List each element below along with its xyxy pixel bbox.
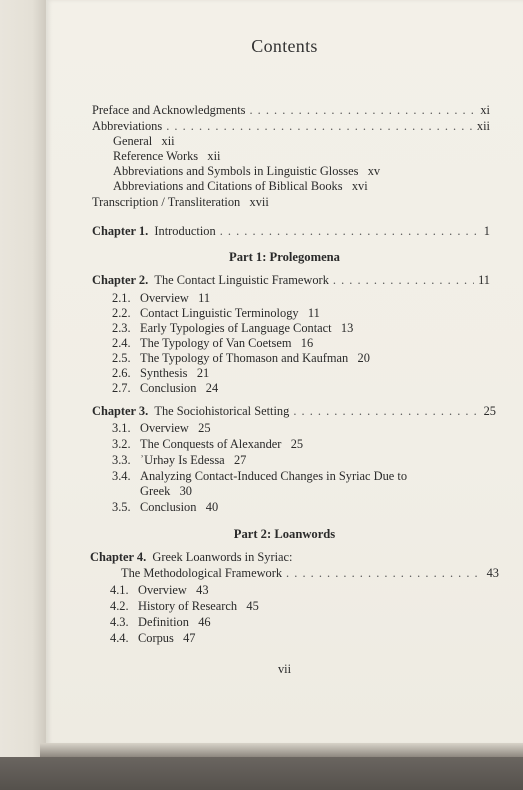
toc-label: The Conquests of Alexander [140, 437, 282, 451]
toc-page: 13 [340, 321, 354, 335]
toc-page: 25 [290, 437, 304, 451]
toc-label: The Methodological Framework [121, 566, 283, 580]
toc-entry-transcription [92, 195, 269, 210]
section-number: 2.6. [112, 366, 131, 380]
toc-section [112, 469, 407, 484]
toc-section [110, 583, 209, 598]
toc-entry-abbreviations [92, 119, 490, 134]
page-bottom-edge [40, 743, 523, 757]
toc-page: xvii [249, 195, 269, 209]
toc-page: 11 [307, 306, 320, 320]
toc-label: Greek Loanwords in Syriac: [152, 550, 293, 564]
chapter-number: Chapter 1. [92, 224, 149, 238]
toc-page: 1 [483, 224, 490, 238]
toc-subentry [113, 149, 221, 164]
toc-label: The Typology of Thomason and Kaufman [140, 351, 349, 365]
toc-page: 40 [205, 500, 219, 514]
toc-section [112, 366, 209, 381]
toc-section [110, 599, 259, 614]
toc-label: Analyzing Contact-Induced Changes in Syriac Due to [140, 469, 408, 483]
toc-label: Abbreviations and Symbols in Linguistic Glosses [113, 164, 359, 178]
toc-label: Introduction [154, 224, 216, 238]
toc-section [110, 631, 196, 646]
toc-subentry [113, 179, 368, 194]
toc-page: 47 [183, 631, 196, 645]
facing-page-edge [0, 0, 46, 790]
leader-dots [166, 119, 473, 134]
toc-chapter-4 [90, 550, 292, 565]
toc-label: The Typology of Van Coetsem [140, 336, 292, 350]
toc-label: Overview [140, 421, 189, 435]
section-number: 2.2. [112, 306, 131, 320]
section-number: 4.1. [110, 583, 129, 597]
toc-section [112, 421, 211, 436]
toc-section [112, 453, 246, 468]
toc-label: Abbreviations and Citations of Biblical Books [113, 179, 343, 193]
toc-section [112, 321, 353, 336]
toc-page: 27 [233, 453, 247, 467]
toc-page: 25 [198, 421, 211, 435]
toc-label: The Contact Linguistic Framework [154, 273, 329, 287]
toc-page: 21 [196, 366, 210, 380]
leader-dots [333, 273, 474, 288]
toc-label: History of Research [138, 599, 238, 613]
section-number: 3.3. [112, 453, 131, 467]
toc-subentry [113, 134, 175, 149]
toc-page: 25 [483, 404, 496, 418]
toc-label: Early Typologies of Language Contact [140, 321, 332, 335]
toc-page: xii [476, 119, 490, 133]
toc-label: General [113, 134, 153, 148]
toc-page: 24 [205, 381, 219, 395]
section-number: 3.4. [112, 469, 131, 483]
toc-page: 20 [357, 351, 370, 365]
toc-page: xvi [351, 179, 368, 193]
toc-section [110, 615, 211, 630]
section-number: 3.2. [112, 437, 131, 451]
toc-label: Contact Linguistic Terminology [140, 306, 299, 320]
toc-label: Conclusion [140, 381, 197, 395]
toc-label: The Sociohistorical Setting [154, 404, 290, 418]
toc-label: Conclusion [140, 500, 197, 514]
toc-label: Corpus [138, 631, 174, 645]
toc-section [112, 336, 313, 351]
section-number: 3.1. [112, 421, 131, 435]
section-number: 4.2. [110, 599, 129, 613]
toc-page: 45 [246, 599, 259, 613]
leader-dots [249, 103, 476, 118]
toc-chapter-2 [92, 273, 490, 288]
toc-section [112, 500, 218, 515]
toc-section-continued [140, 484, 192, 499]
table-surface [0, 757, 523, 790]
leader-dots [293, 404, 479, 419]
section-number: 2.5. [112, 351, 131, 365]
toc-page: 11 [198, 291, 211, 305]
section-number: 2.7. [112, 381, 131, 395]
toc-page: xv [367, 164, 381, 178]
toc-label: Transcription / Transliteration [92, 195, 241, 209]
toc-chapter-3 [92, 404, 496, 419]
toc-label: Preface and Acknowledgments [92, 103, 246, 117]
toc-label: Abbreviations [92, 119, 163, 133]
leader-dots [220, 224, 480, 239]
part-heading-1: Part 1: Prolegomena [229, 250, 340, 264]
section-number: 2.4. [112, 336, 131, 350]
toc-section [112, 351, 370, 366]
toc-page: 30 [179, 484, 192, 498]
section-number: 3.5. [112, 500, 131, 514]
toc-section [112, 381, 218, 396]
toc-page: 46 [198, 615, 211, 629]
toc-label: Overview [140, 291, 189, 305]
toc-page: 16 [300, 336, 314, 350]
toc-chapter-4-continued [121, 566, 499, 581]
toc-label: Definition [138, 615, 189, 629]
toc-subentry [113, 164, 380, 179]
toc-page: 43 [486, 566, 499, 580]
toc-chapter-1 [92, 224, 490, 239]
toc-page: xii [161, 134, 175, 148]
toc-section [112, 306, 320, 321]
section-number: 2.1. [112, 291, 131, 305]
toc-page: 43 [196, 583, 209, 597]
section-number: 2.3. [112, 321, 131, 335]
leader-dots [286, 566, 483, 581]
page-number: vii [277, 662, 292, 676]
toc-label: Overview [138, 583, 187, 597]
toc-page: 11 [478, 273, 490, 287]
section-number: 4.4. [110, 631, 129, 645]
toc-section [112, 437, 303, 452]
toc-label: Greek [140, 484, 171, 498]
toc-label: ʾUrhəy Is Edessa [140, 453, 225, 467]
toc-label: Reference Works [113, 149, 199, 163]
page-title: Contents [251, 36, 318, 56]
toc-page: xii [207, 149, 221, 163]
toc-label: Synthesis [140, 366, 188, 380]
chapter-number: Chapter 4. [90, 550, 147, 564]
toc-page: xi [480, 103, 490, 117]
toc-section [112, 291, 210, 306]
section-number: 4.3. [110, 615, 129, 629]
chapter-number: Chapter 3. [92, 404, 149, 418]
chapter-number: Chapter 2. [92, 273, 149, 287]
toc-entry-preface [92, 103, 490, 118]
part-heading-2: Part 2: Loanwords [233, 527, 336, 541]
